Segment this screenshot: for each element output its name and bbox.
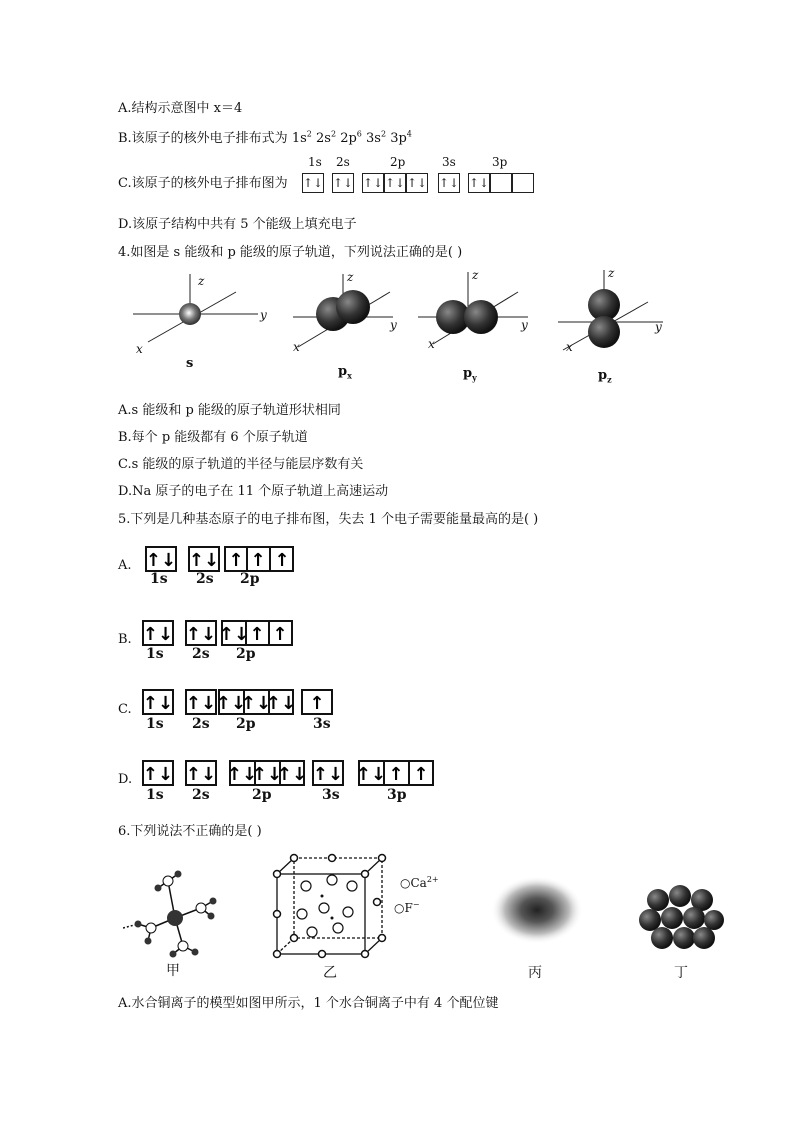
svg-text:↑: ↑ [272,624,288,645]
q6-option-a: A.水合铜离子的模型如图甲所示，1 个水合铜离子中有 4 个配位键 [118,996,499,1011]
py-orbital [418,272,528,344]
q5-d-3p: 3p [387,787,407,803]
svg-text:↑↓: ↑↓ [185,693,217,714]
q5-a-2p: 2p [240,571,260,587]
figure-jia [123,866,233,966]
svg-text:↑↓: ↑↓ [226,764,258,785]
svg-text:↑↓: ↑↓ [276,764,308,785]
figure-ding-label: 丁 [674,965,688,981]
q3-3p-box: ↑↓ [468,173,534,193]
px-z-axis-label: z [347,270,354,284]
svg-text:↑↓: ↑↓ [145,550,177,571]
svg-text:↑: ↑ [274,550,290,571]
pz-orbital-label: $p_z$ [598,368,612,385]
svg-text:↑↓: ↑↓ [142,624,174,645]
q3-1s-box: ↑↓ [302,173,324,193]
px-orbital [293,274,393,347]
legend-ca: $○Ca^{2+}$ [400,875,439,890]
s-orbital [133,274,258,342]
py-y-axis-label: y [521,318,528,332]
figure-bing-label: 丙 [528,965,542,981]
q3-3s-box: ↑↓ [438,173,460,193]
svg-text:↑↓: ↑↓ [185,764,217,785]
q5-option-a-diagram [145,546,305,572]
q5-option-b-label: B. [118,632,132,647]
q3-option-c: C.该原子的核外电子排布图为 [118,176,288,191]
q4-option-b: B.每个 p 能级都有 6 个原子轨道 [118,430,308,445]
svg-text:↑↓: ↑↓ [355,764,387,785]
q5-option-c-label: C. [118,702,132,717]
pz-z-axis-label: z [608,266,615,280]
px-orbital-label: $p_x$ [338,364,352,381]
q4-option-a: A.s 能级和 p 能级的原子轨道形状相同 [118,403,341,418]
svg-text:↑↓: ↑↓ [251,764,283,785]
svg-text:↑↓: ↑↓ [265,693,297,714]
q3-option-b-prefix: B.该原子的核外电子排布式为 1s [118,131,307,146]
q6-stem: 6.下列说法不正确的是( ) [118,824,262,839]
svg-text:↑↓: ↑↓ [312,764,344,785]
figure-bing [487,870,587,950]
q3-2s-box: ↑↓ [332,173,354,193]
q5-b-1s: 1s [146,646,164,662]
pz-orbital [558,270,663,350]
svg-text:↑↓: ↑↓ [142,764,174,785]
q5-b-2p: 2p [236,646,256,662]
q5-d-2s: 2s [192,787,210,803]
q5-d-2p: 2p [252,787,272,803]
svg-text:↑: ↑ [413,764,429,785]
px-y-axis-label: y [390,318,397,332]
q5-b-2s: 2s [192,646,210,662]
svg-text:↑: ↑ [309,693,325,714]
pz-y-axis-label: y [655,320,662,334]
py-x-axis-label: x [428,337,435,351]
q4-stem: 4.如图是 s 能级和 p 能级的原子轨道，下列说法正确的是( ) [118,245,463,260]
q3-option-a: A.结构示意图中 x＝4 [118,101,243,116]
s-orbital-label: s [186,356,194,371]
py-orbital-label: $p_y$ [463,366,477,383]
q5-c-1s: 1s [146,716,164,732]
q5-option-d-diagram [142,760,442,786]
q5-c-2p: 2p [236,716,256,732]
q3-orbital-diagram: 1s 2s 2p 3s 3p ↑↓ ↑↓ ↑↓ ↑↓ ↑↓ ↑↓ ↑↓ [302,155,542,197]
q5-d-1s: 1s [146,787,164,803]
q3-option-b: B.该原子的核外电子排布式为 $1s^2$ $2s^2$ $2p^6$ $3s^2$ $3p^4$ [118,129,412,146]
py-z-axis-label: z [472,268,479,282]
svg-text:↑↓: ↑↓ [215,693,247,714]
q4-option-c: C.s 能级的原子轨道的半径与能层序数有关 [118,457,364,472]
q5-option-b-diagram [142,620,302,646]
q5-c-3s: 3s [313,716,331,732]
q5-option-d-label: D. [118,772,133,787]
q5-option-c-diagram [142,689,342,715]
svg-text:↑↓: ↑↓ [218,624,250,645]
svg-text:↑↓: ↑↓ [185,624,217,645]
svg-text:↑: ↑ [388,764,404,785]
figure-ding [636,878,726,958]
q5-stem: 5.下列是几种基态原子的电子排布图，失去 1 个电子需要能量最高的是( ) [118,512,539,527]
q5-d-3s: 3s [322,787,340,803]
s-z-axis-label: z [198,274,205,288]
s-x-axis-label: x [136,342,143,356]
px-x-axis-label: x [293,340,300,354]
figure-yi-label: 乙 [323,965,337,981]
q5-option-a-label: A. [118,558,132,573]
svg-text:↑↓: ↑↓ [240,693,272,714]
q5-c-2s: 2s [192,716,210,732]
q5-a-2s: 2s [196,571,214,587]
legend-f: ○F− [394,900,420,915]
s-y-axis-label: y [260,308,267,322]
svg-text:↑↓: ↑↓ [188,550,220,571]
svg-text:↑: ↑ [228,550,244,571]
svg-text:↑: ↑ [250,550,266,571]
figure-yi [272,852,392,962]
svg-text:↑↓: ↑↓ [142,693,174,714]
q3-2p-box: ↑↓ ↑↓ ↑↓ [362,173,428,193]
q4-option-d: D.Na 原子的电子在 11 个原子轨道上高速运动 [118,484,389,499]
q3-option-d: D.该原子结构中共有 5 个能级上填充电子 [118,217,357,232]
svg-text:↑: ↑ [249,624,265,645]
pz-x-axis-label: x [566,340,573,354]
q5-a-1s: 1s [150,571,168,587]
figure-jia-label: 甲 [166,963,180,979]
